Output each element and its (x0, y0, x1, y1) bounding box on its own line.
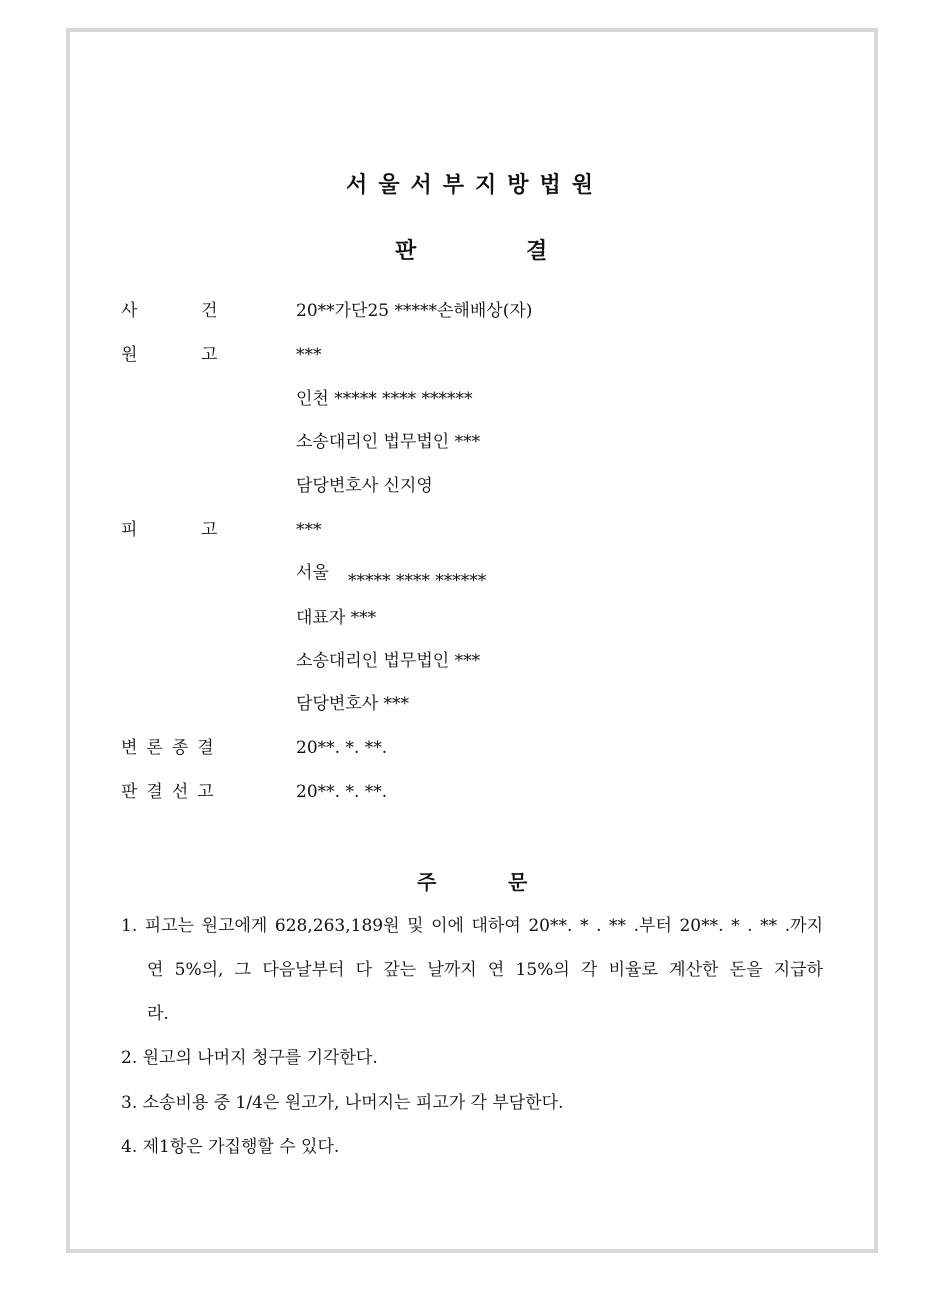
court-name: 서울서부지방법원 (345, 173, 605, 198)
defendant-label-char-1: 피 (121, 520, 138, 540)
order-section-title (0, 866, 939, 896)
order-item-3: 3. 소송비용 중 1/4은 원고가, 나머지는 피고가 각 부담한다. (121, 1093, 564, 1113)
document-title (0, 234, 939, 264)
plaintiff-label-char-1: 원 (121, 345, 138, 365)
defendant-label-char-2: 고 (201, 520, 218, 540)
plaintiff-label-char-2: 고 (201, 345, 218, 365)
order-item-4: 4. 제1항은 가집행할 수 있다. (121, 1137, 340, 1157)
closing-argument-label: 변론종결 (121, 738, 223, 758)
order-item-1-line-1: 1. 피고는 원고에게 628,263,189원 및 이에 대하여 20**. * . ** .부터 20**. * . ** .까지 (121, 916, 823, 936)
defendant-attorney: 담당변호사 *** (296, 694, 410, 714)
judgment-date-label: 판결선고 (121, 782, 223, 802)
defendant-representative: 대표자 *** (296, 608, 377, 628)
case-label-char-2: 건 (201, 301, 218, 321)
document-title-char-1: 판 (395, 239, 417, 264)
plaintiff-counsel: 소송대리인 법무법인 *** (296, 432, 481, 452)
defendant-counsel: 소송대리인 법무법인 *** (296, 651, 481, 671)
order-item-1-line-3: 라. (147, 1004, 169, 1024)
document-title-char-2: 결 (526, 239, 548, 264)
defendant-name: *** (296, 520, 322, 540)
plaintiff-address: 인천 ***** **** ****** (296, 389, 473, 409)
case-label-char-1: 사 (121, 301, 138, 321)
defendant-address-city: 서울 (296, 563, 329, 583)
judgment-date: 20**. *. **. (296, 782, 388, 802)
order-item-1-line-2: 연 5%의, 그 다음날부터 다 갚는 날까지 연 15%의 각 비율로 계산한 돈을 지급하 (147, 960, 823, 980)
plaintiff-attorney: 담당변호사 신지영 (296, 476, 433, 496)
defendant-address-detail: ***** **** ****** (348, 571, 487, 591)
order-title-char-1: 주 (417, 870, 437, 894)
closing-argument-date: 20**. *. **. (296, 738, 388, 758)
order-item-2: 2. 원고의 나머지 청구를 기각한다. (121, 1048, 378, 1068)
order-title-char-2: 문 (508, 870, 528, 894)
plaintiff-name: *** (296, 345, 322, 365)
case-value: 20**가단25 *****손해배상(자) (296, 301, 533, 321)
